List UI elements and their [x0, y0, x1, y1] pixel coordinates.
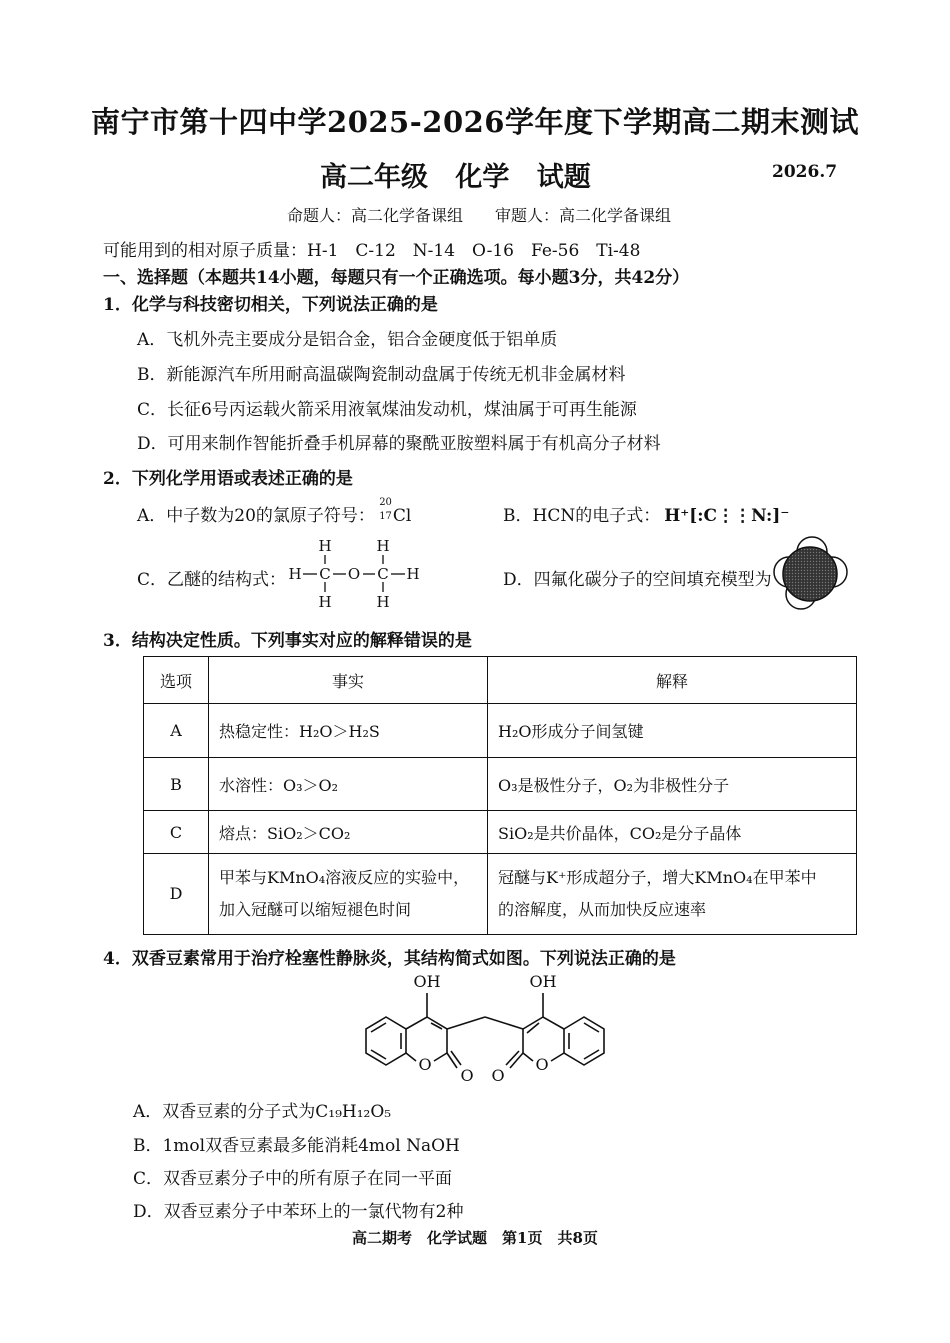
q3-stem: 3．结构决定性质。下列事实对应的解释错误的是 — [103, 631, 472, 651]
atomic-number: 17 — [379, 511, 392, 522]
table-header: 解释 — [488, 657, 857, 704]
q3-table — [143, 656, 857, 935]
page-footer: 高二期考 化学试题 第1页 共8页 — [352, 1229, 598, 1247]
table-header: 事实 — [209, 657, 488, 704]
q1-option-a: A．飞机外壳主要成分是铝合金，铝合金硬度低于铝单质 — [137, 330, 558, 350]
table-cell — [488, 854, 857, 935]
benzene-ring — [564, 1017, 604, 1065]
benzene-ring — [366, 1017, 406, 1065]
q1-option-d: D．可用来制作智能折叠手机屏幕的聚酰亚胺塑料属于有机高分子材料 — [137, 434, 661, 454]
mass-number: 20 — [379, 497, 392, 508]
isotope-symbol: Cl — [392, 506, 412, 526]
table-cell: O₃是极性分子，O₂为非极性分子 — [488, 758, 857, 811]
carbonyl-oxygen-label: O — [460, 1066, 474, 1085]
table-cell: C — [144, 811, 209, 854]
table-cell: D — [144, 854, 209, 935]
atom-h: H — [318, 537, 332, 555]
q2-option-a-text: A．中子数为20的氯原子符号： — [137, 506, 375, 526]
q1-stem: 1．化学与科技密切相关，下列说法正确的是 — [103, 295, 438, 315]
table-cell: A — [144, 704, 209, 758]
table-header: 选项 — [144, 657, 209, 704]
atom-h: H — [376, 537, 390, 555]
exam-date: 2026.7 — [772, 162, 838, 182]
central-atom-sphere — [783, 547, 837, 601]
hydroxyl-label: OH — [413, 972, 441, 991]
dicoumarol-structure — [330, 965, 640, 1095]
atom-c: C — [377, 565, 389, 583]
atomic-masses: 可能用到的相对原子质量：H-1 C-12 N-14 O-16 Fe-56 Ti-48 — [103, 241, 641, 261]
cell-line: 的溶解度，从而加快反应速率 — [498, 900, 707, 919]
cf4-space-filling-model — [770, 530, 850, 612]
atom-h: H — [406, 565, 420, 583]
cell-line: 加入冠醚可以缩短褪色时间 — [219, 900, 412, 919]
pyrone-ring — [523, 1017, 564, 1029]
cell-line: 冠醚与K⁺形成超分子，增大KMnO₄在甲苯中 — [498, 868, 817, 887]
table-cell: B — [144, 758, 209, 811]
q4-option-d: D．双香豆素分子中苯环上的一氯代物有2种 — [133, 1202, 464, 1222]
q1-option-b: B．新能源汽车所用耐高温碳陶瓷制动盘属于传统无机非金属材料 — [137, 365, 626, 385]
table-row — [144, 854, 857, 935]
atom-h: H — [318, 593, 332, 611]
table-cell: H₂O形成分子间氢键 — [488, 704, 857, 758]
table-cell — [209, 854, 488, 935]
section-heading: 一、选择题（本题共14小题，每题只有一个正确选项。每小题3分，共42分） — [103, 268, 690, 288]
q2-stem: 2．下列化学用语或表述正确的是 — [103, 469, 353, 489]
table-row — [144, 758, 857, 811]
q4-option-b: B．1mol双香豆素最多能消耗4mol NaOH — [133, 1136, 460, 1156]
cell-line: 甲苯与KMnO₄溶液反应的实验中， — [219, 868, 470, 887]
ring-oxygen-label: O — [418, 1055, 432, 1074]
q1-option-c: C．长征6号丙运载火箭采用液氧煤油发动机，煤油属于可再生能源 — [137, 400, 637, 420]
table-cell: 熔点：SiO₂＞CO₂ — [209, 811, 488, 854]
atom-o: O — [347, 565, 361, 583]
table-row — [144, 704, 857, 758]
q4-option-c: C．双香豆素分子中的所有原子在同一平面 — [133, 1169, 453, 1189]
table-row — [144, 811, 857, 854]
q4-stem: 4．双香豆素常用于治疗栓塞性静脉炎，其结构简式如图。下列说法正确的是 — [103, 949, 676, 969]
table-cell: SiO₂是共价晶体，CO₂是分子晶体 — [488, 811, 857, 854]
atom-h: H — [288, 565, 302, 583]
atom-h: H — [376, 593, 390, 611]
hcn-electron-formula: H⁺[:C⋮⋮N:]⁻ — [664, 506, 790, 526]
table-cell: 热稳定性：H₂O＞H₂S — [209, 704, 488, 758]
q2-option-b-text: B．HCN的电子式： — [503, 506, 661, 526]
q2-option-b — [503, 501, 789, 526]
carbonyl-oxygen-label: O — [491, 1066, 505, 1085]
q4-option-a: A．双香豆素的分子式为C₁₉H₁₂O₅ — [133, 1102, 392, 1122]
ether-structural-formula — [283, 535, 428, 615]
isotope-notation — [375, 497, 393, 523]
pyrone-ring — [406, 1017, 447, 1053]
hydroxyl-label: OH — [529, 972, 557, 991]
exam-title: 南宁市第十四中学2025-2026学年度下学期高二期末测试 — [91, 105, 859, 139]
atom-c: C — [319, 565, 331, 583]
q2-option-a — [137, 497, 412, 526]
q2-option-c: C．乙醚的结构式： — [137, 570, 287, 590]
table-cell: 水溶性：O₃＞O₂ — [209, 758, 488, 811]
ring-oxygen-label: O — [535, 1055, 549, 1074]
q2-option-d: D．四氟化碳分子的空间填充模型为 — [503, 570, 772, 590]
exam-subtitle: 高二年级 化学 试题 — [320, 162, 591, 193]
authors-line: 命题人：高二化学备课组 审题人：高二化学备课组 — [287, 206, 672, 225]
